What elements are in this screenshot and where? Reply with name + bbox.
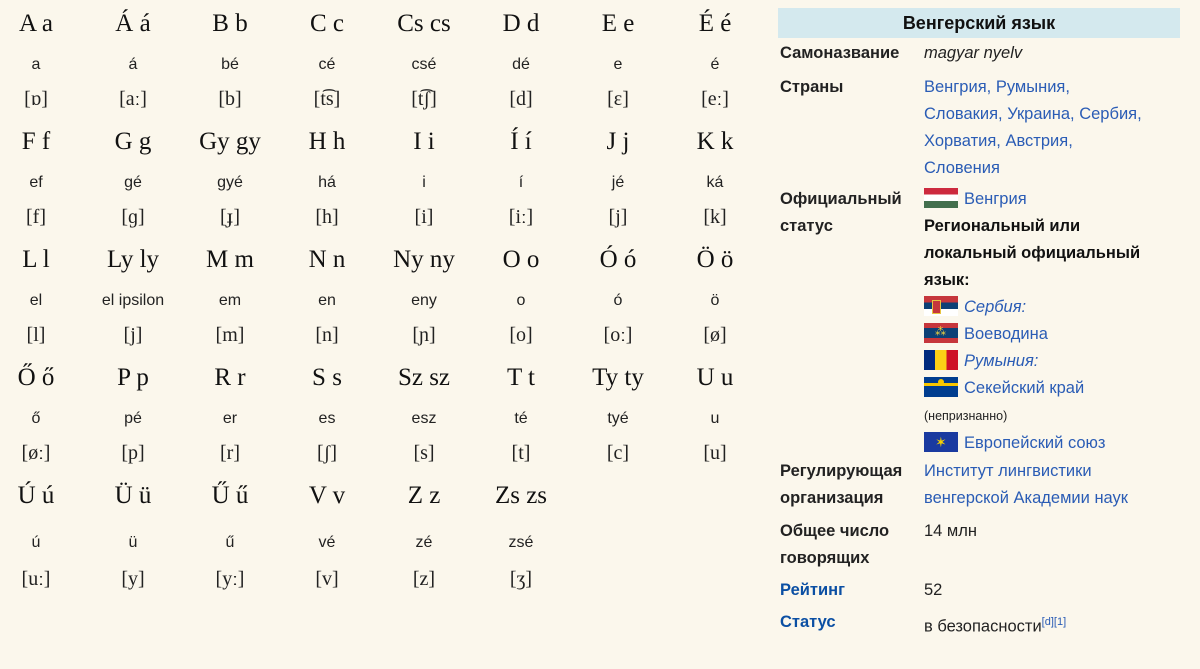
countries-list	[924, 74, 1180, 182]
letter-glyph: Á á	[115, 10, 151, 37]
letter-ipa: [i]	[414, 206, 434, 228]
letter-name: o	[516, 292, 526, 309]
letter-name: er	[222, 410, 238, 427]
letter-glyph: H h	[308, 128, 346, 155]
letter-ipa: [ɡ]	[121, 206, 145, 228]
letter-name: dé	[512, 56, 530, 73]
letter-glyph: C c	[309, 10, 345, 37]
letter-name: em	[218, 292, 242, 309]
letter-ipa: [oː]	[603, 324, 633, 346]
letter-glyph: F f	[21, 128, 51, 155]
szekely-link[interactable]: Секейский край	[964, 379, 1085, 397]
letter-ipa: [ɒ]	[24, 88, 48, 110]
letter-glyph: N n	[308, 246, 346, 273]
letter-ipa: [yː]	[215, 568, 245, 590]
letter-ipa: [eː]	[701, 88, 729, 110]
letter-glyph: Ö ö	[696, 246, 734, 273]
serbia-flag-icon	[924, 296, 958, 316]
regulator-label-line: организация	[780, 489, 884, 507]
letter-glyph: J j	[606, 128, 630, 155]
letter-glyph: Ly ly	[106, 246, 160, 273]
regulator-label	[780, 458, 922, 512]
letter-glyph: S s	[312, 364, 342, 391]
letter-ipa: [ʃ]	[317, 442, 337, 464]
letter-glyph: O o	[502, 246, 540, 273]
letter-name: zé	[415, 534, 433, 551]
romania-flag-icon	[924, 350, 958, 370]
letter-name: el	[29, 292, 43, 309]
letter-ipa: [m]	[215, 324, 245, 346]
letter-glyph: Ny ny	[393, 246, 455, 273]
vojvodina-flag-icon	[924, 323, 958, 343]
letter-glyph: Zs zs	[494, 482, 548, 509]
unrecognized-note: (непризнанно)	[924, 409, 1008, 423]
letter-name: gé	[124, 174, 142, 191]
letter-ipa: [øː]	[21, 442, 51, 464]
letter-name: vé	[318, 534, 336, 551]
letter-glyph: E e	[601, 10, 635, 37]
self-name-label: Самоназвание	[780, 44, 900, 62]
letter-name: ú	[31, 534, 41, 551]
letter-glyph: Ü ü	[114, 482, 152, 509]
country-link[interactable]: Австрия,	[1005, 132, 1073, 150]
country-link[interactable]: Румыния,	[995, 78, 1070, 96]
status-references[interactable]: [d][1]	[1041, 616, 1067, 628]
letter-ipa: [t͡s]	[313, 88, 341, 110]
letter-glyph: B b	[212, 10, 248, 37]
letter-ipa: [p]	[121, 442, 145, 464]
official-country-link[interactable]: Венгрия	[964, 190, 1027, 208]
letter-ipa: [ɟ]	[220, 206, 240, 228]
letter-ipa: [y]	[121, 568, 145, 590]
regional-heading: Региональный или	[924, 217, 1081, 235]
letter-name: bé	[221, 56, 239, 73]
letter-name: i	[422, 174, 426, 191]
letter-glyph: Ó ó	[599, 246, 637, 273]
letter-name: es	[318, 410, 336, 427]
official-status-label	[780, 186, 922, 240]
letter-ipa: [t͡ʃ]	[411, 88, 437, 110]
letter-name: zsé	[508, 534, 534, 551]
letter-name: ö	[710, 292, 720, 309]
letter-name: ő	[31, 410, 41, 427]
letter-ipa: [l]	[26, 324, 46, 346]
self-name-value: magyar nyelv	[924, 44, 1023, 62]
letter-ipa: [n]	[315, 324, 339, 346]
speakers-label-line: говорящих	[780, 549, 870, 567]
vojvodina-link[interactable]: Воеводина	[964, 325, 1048, 343]
letter-ipa: [j]	[608, 206, 628, 228]
rating-label[interactable]: Рейтинг	[780, 581, 845, 599]
letter-glyph: Z z	[407, 482, 441, 509]
country-link[interactable]: Сербия,	[1079, 105, 1142, 123]
status-text: в безопасности	[924, 617, 1042, 636]
speakers-label	[780, 518, 922, 572]
letter-ipa: [uː]	[21, 568, 51, 590]
letter-glyph: U u	[696, 364, 734, 391]
letter-name: á	[128, 56, 138, 73]
infobox-title: Венгерский язык	[778, 8, 1180, 38]
letter-name: eny	[411, 292, 437, 309]
letter-name: e	[613, 56, 623, 73]
letter-glyph: Ú ú	[17, 482, 55, 509]
letter-ipa: [ʒ]	[509, 568, 533, 590]
letter-name: en	[318, 292, 336, 309]
letter-ipa: [d]	[509, 88, 533, 110]
eu-link[interactable]: Европейский союз	[964, 434, 1106, 452]
letter-glyph: É é	[698, 10, 732, 37]
letter-ipa: [ɛ]	[607, 88, 629, 110]
official-status-value	[924, 186, 1180, 457]
country-link[interactable]: Украина,	[1007, 105, 1075, 123]
letter-ipa: [aː]	[119, 88, 147, 110]
official-label-line: статус	[780, 217, 833, 235]
official-label-line: Официальный	[780, 190, 902, 208]
regional-heading: язык:	[924, 271, 970, 289]
letter-name: í	[518, 174, 524, 191]
countries-label: Страны	[780, 78, 844, 96]
letter-ipa: [o]	[509, 324, 533, 346]
letter-ipa: [u]	[703, 442, 727, 464]
letter-glyph: V v	[308, 482, 346, 509]
letter-glyph: A a	[18, 10, 54, 37]
letter-glyph: Gy gy	[199, 128, 261, 155]
eu-flag-icon	[924, 432, 958, 452]
letter-name: u	[710, 410, 720, 427]
regulator-link[interactable]: Институт лингвистики	[924, 462, 1092, 480]
letter-name: a	[31, 56, 41, 73]
regulator-label-line: Регулирующая	[780, 462, 903, 480]
rating-value: 52	[924, 581, 943, 599]
status-label[interactable]: Статус	[780, 613, 836, 631]
letter-glyph: Sz sz	[397, 364, 451, 391]
letter-name: ű	[225, 534, 235, 551]
letter-ipa: [k]	[703, 206, 727, 228]
letter-glyph: L l	[22, 246, 50, 273]
letter-name: gyé	[217, 174, 243, 191]
letter-ipa: [z]	[412, 568, 436, 590]
letter-name: é	[710, 56, 720, 73]
letter-name: esz	[411, 410, 437, 427]
letter-name: há	[318, 174, 336, 191]
letter-glyph: D d	[502, 10, 540, 37]
letter-name: el ipsilon	[101, 292, 165, 309]
status-value	[924, 609, 1180, 641]
letter-glyph: P p	[117, 364, 149, 391]
letter-name: ü	[128, 534, 138, 551]
letter-glyph: M m	[206, 246, 254, 273]
serbia-link[interactable]: Сербия:	[964, 298, 1027, 316]
country-link[interactable]: Словения	[924, 159, 1000, 177]
letter-ipa: [iː]	[508, 206, 534, 228]
letter-ipa: [f]	[26, 206, 46, 228]
letter-glyph: Ű ű	[211, 482, 249, 509]
letter-glyph: K k	[696, 128, 734, 155]
letter-name: ef	[29, 174, 43, 191]
regulator-link[interactable]: венгерской Академии наук	[924, 489, 1129, 507]
letter-glyph: I i	[413, 128, 435, 155]
letter-ipa: [t]	[511, 442, 531, 464]
hungary-flag-icon	[924, 188, 958, 208]
letter-glyph: G g	[114, 128, 152, 155]
country-link[interactable]: Словакия,	[924, 105, 1003, 123]
romania-link[interactable]: Румыния:	[964, 352, 1039, 370]
letter-glyph: Í í	[510, 128, 532, 155]
country-link[interactable]: Венгрия,	[924, 78, 992, 96]
letter-name: té	[514, 410, 528, 427]
letter-ipa: [ɲ]	[412, 324, 436, 346]
letter-ipa: [ø]	[703, 324, 727, 346]
letter-name: csé	[411, 56, 437, 73]
letter-ipa: [v]	[315, 568, 339, 590]
regulator-value	[924, 458, 1180, 512]
speakers-label-line: Общее число	[780, 522, 890, 540]
letter-glyph: Ty ty	[592, 364, 644, 391]
letter-glyph: T t	[506, 364, 535, 391]
letter-ipa: [s]	[413, 442, 435, 464]
letter-ipa: [b]	[218, 88, 242, 110]
country-link[interactable]: Хорватия,	[924, 132, 1001, 150]
letter-ipa: [j]	[123, 324, 143, 346]
letter-ipa: [c]	[606, 442, 630, 464]
letter-ipa: [r]	[220, 442, 240, 464]
letter-name: ó	[613, 292, 623, 309]
letter-glyph: Cs cs	[397, 10, 451, 37]
speakers-value: 14 млн	[924, 522, 978, 540]
letter-name: jé	[611, 174, 625, 191]
letter-name: tyé	[607, 410, 629, 427]
letter-name: ká	[706, 174, 724, 191]
letter-name: pé	[124, 410, 142, 427]
letter-ipa: [h]	[315, 206, 339, 228]
letter-name: cé	[318, 56, 336, 73]
letter-glyph: Ő ő	[17, 364, 55, 391]
letter-glyph: R r	[214, 364, 246, 391]
regional-heading: локальный официальный	[924, 244, 1141, 262]
szekely-flag-icon	[924, 377, 958, 397]
